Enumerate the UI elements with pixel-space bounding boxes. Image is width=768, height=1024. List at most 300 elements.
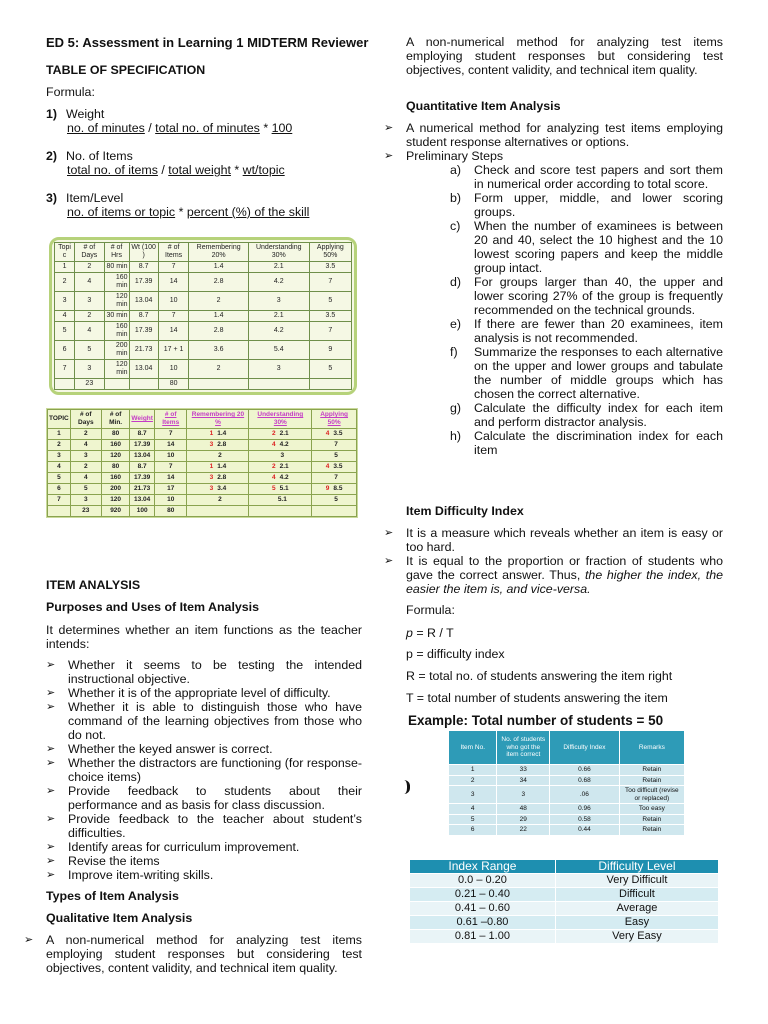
table-row [449, 814, 685, 825]
computed-value: 3.5 [333, 463, 343, 470]
computed-value: 2 [218, 496, 222, 503]
table-cell [249, 440, 312, 451]
table-cell [187, 440, 249, 451]
computed-value: 2.8 [217, 441, 227, 448]
table-header-cell: Remembering 20% [189, 243, 248, 262]
table-cell: 200 [101, 484, 130, 495]
table-cell: 4 [55, 311, 75, 322]
preliminary-steps-list [450, 163, 723, 457]
qualitative-text: A non-numerical method for analyzing test items employing student responses but considering test objectives, content validity, and technical item quality. [46, 933, 362, 975]
purposes-intro: It determines whether an item functions as the teacher intends: [46, 623, 362, 651]
table-row [410, 916, 719, 930]
table-cell [104, 379, 129, 390]
table-row [48, 440, 357, 451]
step-item [450, 429, 723, 457]
table-cell: 8.7 [130, 429, 155, 440]
table-cell [312, 451, 357, 462]
table-cell: 3 [55, 292, 75, 311]
computed-value: 5 [334, 452, 338, 459]
bracket-mark [404, 780, 410, 794]
table-cell [249, 451, 312, 462]
table-cell: 5 [309, 292, 351, 311]
table-cell: 1 [449, 765, 497, 776]
table-cell: 1.4 [189, 262, 248, 273]
example-table-grid [448, 730, 685, 836]
tos-heading: TABLE OF SPECIFICATION [46, 63, 206, 77]
difficulty-formula-label: Formula: [406, 603, 455, 617]
table-cell: 2.8 [189, 322, 248, 341]
computed-value: 2.1 [279, 463, 289, 470]
purpose-bullet: ➢ Revise the items [46, 854, 362, 868]
computed-value: 3.5 [333, 430, 343, 437]
marked-count: 5 [272, 485, 276, 492]
table-row [48, 495, 357, 506]
table-cell: 4.2 [248, 322, 309, 341]
formula-expression: = R / T [412, 626, 454, 640]
table-cell: 120 [101, 495, 130, 506]
table-cell: 160 [101, 473, 130, 484]
marked-count: 4 [325, 463, 330, 470]
table-cell: 4 [70, 440, 101, 451]
step-marker: c) [450, 219, 461, 233]
step-text: When the number of examinees is between 20 and 40, select the 10 highest and the 10 lowest scoring papers and keep the middle group intact. [474, 219, 723, 275]
table-cell: 7 [55, 360, 75, 379]
formula-term: no. of minutes [67, 121, 145, 135]
purpose-bullet: ➢ Whether the keyed answer is correct. [46, 742, 362, 756]
table-cell: 160 min [104, 273, 129, 292]
table-cell: Easy [555, 916, 718, 930]
table-cell: 10 [158, 360, 189, 379]
table-cell: 17.39 [129, 273, 158, 292]
step-marker: d) [450, 275, 462, 289]
table-cell: 3.5 [309, 311, 351, 322]
table-cell: 80 [101, 429, 130, 440]
table-cell: Too difficult (revise or replaced) [619, 786, 684, 804]
table-cell: Retain [619, 825, 684, 836]
table-cell: 1 [48, 429, 71, 440]
computed-value: 1.4 [217, 430, 227, 437]
table-row [410, 874, 719, 888]
table-cell [187, 473, 249, 484]
marked-count: 4 [272, 474, 276, 481]
formula-term: wt/topic [242, 163, 285, 177]
table-cell: 10 [154, 495, 187, 506]
step-item [450, 219, 723, 275]
table-cell: 2 [189, 360, 248, 379]
table-row [410, 888, 719, 902]
tos-table-2 [46, 408, 358, 518]
table-cell: 200 min [104, 341, 129, 360]
table-cell [189, 379, 248, 390]
purpose-bullet: ➢ Whether it is of the appropriate level of difficulty. [46, 686, 362, 700]
tos-table-2-grid [47, 409, 357, 517]
table-header-cell: # of Items [158, 243, 189, 262]
table-cell: 160 min [104, 322, 129, 341]
tos-formula-1 [46, 107, 376, 135]
table-header-cell: Remembering 20 % [187, 410, 249, 429]
table-cell [187, 495, 249, 506]
table-row [55, 292, 352, 311]
marked-count: 2 [272, 430, 276, 437]
table-cell: 23 [75, 379, 105, 390]
table-cell [312, 473, 357, 484]
step-text: If there are fewer than 20 examinees, item analysis is not recommended. [474, 317, 723, 345]
table-cell [249, 506, 312, 517]
table-cell: 3 [248, 360, 309, 379]
table-cell: .06 [550, 786, 620, 804]
formula-number: 2) [46, 149, 58, 163]
formula-name: No. of Items [66, 149, 133, 163]
formula-term: total no. of minutes [155, 121, 260, 135]
formula-number: 1) [46, 107, 58, 121]
table-cell: 0.0 – 0.20 [410, 874, 556, 888]
step-text: Check and score test papers and sort them in numerical order according to total score. [474, 163, 723, 191]
qualitative-continued [406, 35, 723, 91]
table-cell: 1 [55, 262, 75, 273]
table-cell: 13.04 [129, 360, 158, 379]
table-cell: 0.44 [550, 825, 620, 836]
table-cell: 2.1 [248, 311, 309, 322]
range-table-grid [409, 859, 719, 944]
table-cell: 3 [75, 292, 105, 311]
table-cell: 0.96 [550, 804, 620, 815]
table-cell: 4 [70, 473, 101, 484]
table-cell: 14 [158, 273, 189, 292]
table-header-cell: Topi c [55, 243, 75, 262]
table-cell: 120 [101, 451, 130, 462]
table-cell [187, 451, 249, 462]
table-cell: 80 min [104, 262, 129, 273]
table-cell [187, 484, 249, 495]
table-cell: 80 [101, 462, 130, 473]
table-cell: 4.2 [248, 273, 309, 292]
tos-formula-3 [46, 191, 376, 219]
table-cell [312, 440, 357, 451]
table-cell: 4 [48, 462, 71, 473]
formula-name: Item/Level [66, 191, 124, 205]
table-cell: 33 [497, 765, 550, 776]
step-item [450, 345, 723, 401]
table-cell: 7 [158, 311, 189, 322]
computed-value: 4.2 [279, 474, 289, 481]
difficulty-list [384, 526, 723, 596]
table-cell: 0.41 – 0.60 [410, 902, 556, 916]
table-header-cell: TOPIC [48, 410, 71, 429]
table-cell: Retain [619, 775, 684, 786]
table-cell: 8.7 [129, 262, 158, 273]
table-header-cell: Item No. [449, 731, 497, 765]
table-header-cell: # of Min. [101, 410, 130, 429]
computed-value: 3.4 [217, 485, 227, 492]
table-cell: 0.21 – 0.40 [410, 888, 556, 902]
table-cell: 2 [189, 292, 248, 311]
marked-count: 3 [209, 485, 214, 492]
table-cell: 3 [48, 451, 71, 462]
example-table [448, 730, 685, 836]
table-cell: 8.7 [129, 311, 158, 322]
marked-count: 4 [325, 430, 330, 437]
table-cell: 4 [449, 804, 497, 815]
formula-operator: * [175, 205, 187, 219]
marked-count: 4 [272, 441, 276, 448]
table-cell: 8.7 [130, 462, 155, 473]
step-marker: g) [450, 401, 462, 415]
step-marker: a) [450, 163, 462, 177]
purposes-list [46, 658, 362, 882]
difficulty-def-t: T = total number of students answering the item [406, 691, 668, 705]
table-cell: 0.81 – 1.00 [410, 930, 556, 944]
difficulty-def-r: R = total no. of students answering the item right [406, 669, 673, 683]
table-cell: 5 [309, 360, 351, 379]
table-header-cell: Applying 50% [309, 243, 351, 262]
table-cell: 1.4 [189, 311, 248, 322]
table-cell: 5.4 [248, 341, 309, 360]
table-cell: 4 [75, 273, 105, 292]
step-text: Form upper, middle, and lower scoring groups. [474, 191, 723, 219]
quantitative-bullet: ➢ A numerical method for analyzing test items employing student response alternatives or options. [384, 121, 723, 149]
table-cell: 3 [248, 292, 309, 311]
table-cell [187, 506, 249, 517]
table-cell: 3 [70, 495, 101, 506]
table-cell: Very Easy [555, 930, 718, 944]
step-item [450, 317, 723, 345]
step-marker: e) [450, 317, 462, 331]
table-cell: 2 [55, 273, 75, 292]
step-text: For groups larger than 40, the upper and lower scoring 27% of the group is frequently recommended on the technical grounds. [474, 275, 723, 317]
step-item [450, 401, 723, 429]
table-cell: 2.1 [248, 262, 309, 273]
table-row [449, 765, 685, 776]
table-row [449, 786, 685, 804]
table-cell: 2 [75, 262, 105, 273]
table-header-cell: # of Days [70, 410, 101, 429]
table-cell [249, 473, 312, 484]
table-row [55, 262, 352, 273]
formula-operator: * [230, 163, 243, 177]
table-cell: Retain [619, 765, 684, 776]
table-row [55, 360, 352, 379]
table-row [55, 341, 352, 360]
table-cell: 7 [48, 495, 71, 506]
table-cell [312, 429, 357, 440]
types-heading: Types of Item Analysis [46, 889, 179, 903]
purpose-bullet: ➢ Whether it seems to be testing the intended instructional objective. [46, 658, 362, 686]
table-row [55, 311, 352, 322]
table-cell: Too easy [619, 804, 684, 815]
table-row [48, 484, 357, 495]
document-title: ED 5: Assessment in Learning 1 MIDTERM Reviewer [46, 35, 369, 50]
marked-count: 3 [209, 474, 214, 481]
example-title: Example: Total number of students = 50 [408, 713, 664, 728]
step-text: Calculate the difficulty index for each item and perform distractor analysis. [474, 401, 723, 429]
table-header-cell: Applying 50% [312, 410, 357, 429]
difficulty-formula [406, 626, 454, 640]
table-header-cell: Index Range [410, 860, 556, 874]
table-cell: 0.68 [550, 775, 620, 786]
table-row [410, 902, 719, 916]
table-cell [309, 379, 351, 390]
qualitative-bullet [24, 933, 362, 975]
table-row [410, 930, 719, 944]
step-marker: b) [450, 191, 462, 205]
table-cell: 120 min [104, 292, 129, 311]
table-cell: Difficult [555, 888, 718, 902]
table-cell: 13.04 [130, 495, 155, 506]
table-cell: Retain [619, 814, 684, 825]
table-cell: 17.39 [130, 440, 155, 451]
table-row [48, 473, 357, 484]
step-marker: h) [450, 429, 462, 443]
preliminary-steps-bullet: ➢ Preliminary Steps [384, 149, 723, 163]
table-cell [187, 462, 249, 473]
marked-count: 1 [209, 430, 214, 437]
step-marker: f) [450, 345, 458, 359]
table-header-cell: Difficulty Index [550, 731, 620, 765]
table-cell: 3 [497, 786, 550, 804]
table-cell: 10 [154, 451, 187, 462]
table-cell: 9 [309, 341, 351, 360]
step-item [450, 191, 723, 219]
table-cell: 7 [154, 462, 187, 473]
formula-term: total weight [168, 163, 231, 177]
purpose-bullet: ➢ Provide feedback to the teacher about student’s difficulties. [46, 812, 362, 840]
table-cell: 3.6 [189, 341, 248, 360]
marked-count: 9 [325, 485, 330, 492]
table-cell [187, 429, 249, 440]
table-cell: 3 [75, 360, 105, 379]
computed-value: 1.4 [217, 463, 227, 470]
table-row [55, 322, 352, 341]
table-cell: 14 [154, 440, 187, 451]
table-cell: 17.39 [129, 322, 158, 341]
purpose-bullet: ➢ Provide feedback to students about their performance and as basis for class discussion. [46, 784, 362, 812]
table-cell: 80 [158, 379, 189, 390]
purpose-bullet: ➢ Identify areas for curriculum improvement. [46, 840, 362, 854]
marked-count: 3 [209, 441, 214, 448]
purpose-bullet: ➢ Whether it is able to distinguish those who have command of the learning objectives from those who do not. [46, 700, 362, 742]
item-analysis-heading: ITEM ANALYSIS [46, 578, 141, 592]
formula-term: percent (%) of the skill [186, 205, 310, 219]
table-cell [248, 379, 309, 390]
table-cell: 17 + 1 [158, 341, 189, 360]
formula-term: 100 [271, 121, 293, 135]
table-cell: 2 [75, 311, 105, 322]
step-item [450, 275, 723, 317]
table-cell: 22 [497, 825, 550, 836]
table-cell: 6 [55, 341, 75, 360]
table-cell: 5 [75, 341, 105, 360]
table-row [449, 804, 685, 815]
table-row [48, 451, 357, 462]
difficulty-heading: Item Difficulty Index [406, 504, 524, 518]
computed-value: 5.1 [277, 496, 287, 503]
table-cell [48, 506, 71, 517]
table-cell: 5 [48, 473, 71, 484]
computed-value: 2 [218, 452, 222, 459]
table-cell: 4 [75, 322, 105, 341]
formula-variable: p [406, 626, 413, 640]
purpose-bullet: ➢ Improve item-writing skills. [46, 868, 362, 882]
table-header-cell: Weight [130, 410, 155, 429]
table-header-cell: Understanding 30% [248, 243, 309, 262]
table-cell: 29 [497, 814, 550, 825]
qualitative-heading: Qualitative Item Analysis [46, 911, 193, 925]
table-cell: 7 [309, 322, 351, 341]
table-cell [312, 462, 357, 473]
table-cell: 7 [158, 262, 189, 273]
table-cell: 100 [130, 506, 155, 517]
table-cell [249, 462, 312, 473]
difficulty-bullet: ➢ It is a measure which reveals whether an item is easy or too hard. [384, 526, 723, 554]
table-cell: 17 [154, 484, 187, 495]
table-header-cell: Remarks [619, 731, 684, 765]
table-cell [312, 506, 357, 517]
table-cell [249, 495, 312, 506]
table-totals-row [48, 506, 357, 517]
table-cell: 21.73 [129, 341, 158, 360]
table-cell: Average [555, 902, 718, 916]
table-cell: 17.39 [130, 473, 155, 484]
qualitative-continued-text: A non-numerical method for analyzing test items employing student responses but considering test objectives, content validity, and technical item quality. [406, 35, 723, 77]
table-cell [249, 484, 312, 495]
table-cell: 6 [449, 825, 497, 836]
purposes-heading: Purposes and Uses of Item Analysis [46, 600, 260, 614]
table-cell: 0.61 –0.80 [410, 916, 556, 930]
formula-operator: / [157, 163, 169, 177]
tos-formula-2 [46, 149, 376, 177]
table-header-cell: Difficulty Level [555, 860, 718, 874]
table-cell: 2 [70, 462, 101, 473]
table-cell [55, 379, 75, 390]
table-cell: 14 [154, 473, 187, 484]
tos-table-1-grid [54, 242, 352, 390]
table-header-cell: # of Items [154, 410, 187, 429]
table-cell: 3.5 [309, 262, 351, 273]
formula-operator: * [259, 121, 272, 135]
table-row [48, 462, 357, 473]
table-cell: 920 [101, 506, 130, 517]
table-cell: 48 [497, 804, 550, 815]
table-cell: 5 [55, 322, 75, 341]
table-cell: 13.04 [129, 292, 158, 311]
table-header-cell: Wt (100 ) [129, 243, 158, 262]
table-cell: 2 [48, 440, 71, 451]
tos-table-1 [49, 237, 357, 395]
table-header-cell: No. of students who got the item correct [497, 731, 550, 765]
table-header-cell: # of Hrs [104, 243, 129, 262]
formula-operator: / [144, 121, 156, 135]
table-cell: 14 [158, 322, 189, 341]
formula-term: no. of items or topic [67, 205, 176, 219]
difficulty-def-p: p = difficulty index [406, 647, 505, 661]
tos-formula-label: Formula: [46, 85, 95, 99]
table-cell [249, 429, 312, 440]
computed-value: 3 [280, 452, 285, 459]
table-cell: 13.04 [130, 451, 155, 462]
computed-value: 7 [334, 441, 338, 448]
table-header-cell: Understanding 30% [249, 410, 312, 429]
range-table [409, 859, 719, 944]
table-cell: 3 [70, 451, 101, 462]
difficulty-text: It is equal to the proportion or fraction of students who gave the correct answer. Thus, [406, 554, 723, 582]
difficulty-bullet [384, 554, 723, 596]
table-cell: 3 [449, 786, 497, 804]
table-cell: 5 [70, 484, 101, 495]
difficulty-emphasis: the higher the index, the easier the item is, and vice-versa. [406, 568, 724, 596]
table-row [449, 825, 685, 836]
computed-value: 5.1 [279, 485, 289, 492]
formula-number: 3) [46, 191, 58, 205]
